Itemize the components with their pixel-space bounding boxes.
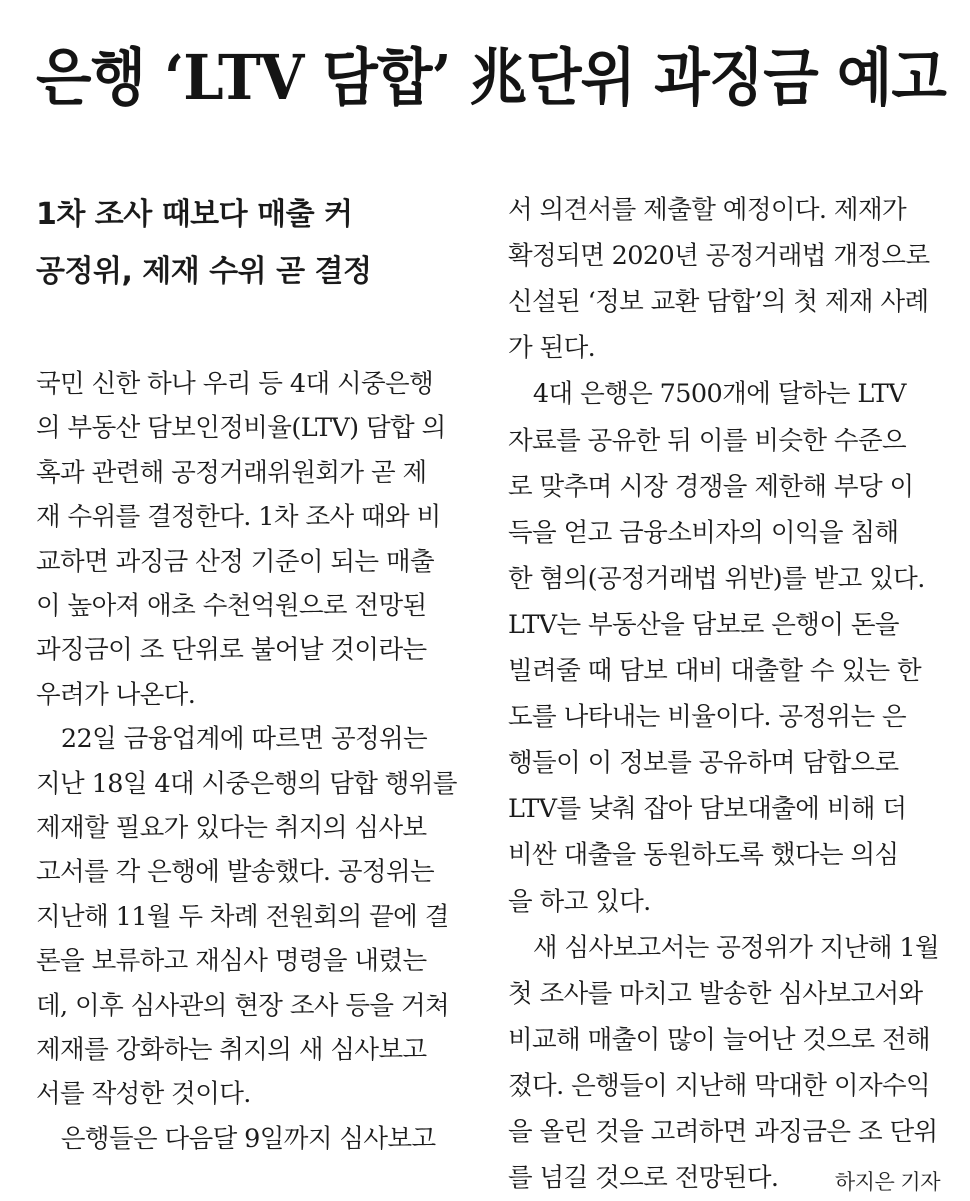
article-text-line: 비교해 매출이 많이 늘어난 것으로 전해 [508, 1024, 931, 1055]
article-text-line: 가 된다. [508, 333, 596, 364]
article-text-line: 자료를 공유한 뒤 이를 비슷한 수준으 [508, 425, 907, 456]
article-text-line: 우려가 나온다. [36, 679, 196, 710]
article-text-line: 국민 신한 하나 우리 등 4대 시중은행 [36, 369, 434, 399]
article-text-line: 로 맞추며 시장 경쟁을 제한해 부당 이 [508, 471, 914, 502]
article-text-line: 도를 나타내는 비율이다. 공정위는 은 [508, 702, 907, 733]
article-text-line: 고서를 각 은행에 발송했다. 공정위는 [36, 857, 435, 888]
article-text-line: 행들이 이 정보를 공유하며 담합으로 [508, 748, 899, 779]
article-text-line: 혹과 관련해 공정거래위원회가 곧 제 [36, 457, 427, 488]
article-text-line: 득을 얻고 금융소비자의 이익을 침해 [508, 517, 899, 548]
article-text-line: 의 부동산 담보인정비율(LTV) 담합 의 [36, 413, 446, 444]
article-text-line: 은행들은 다음달 9일까지 심사보고 [36, 1123, 436, 1154]
article-text-line: 제재할 필요가 있다는 취지의 심사보 [36, 813, 427, 843]
article-text-line: 을 올린 것을 고려하면 과징금은 조 단위 [508, 1117, 938, 1147]
article-text-line: 22일 금융업계에 따르면 공정위는 [36, 724, 428, 755]
article-text-line: 를 넘길 것으로 전망된다. [508, 1163, 779, 1194]
article-text-line: 빌려줄 때 담보 대비 대출할 수 있는 한 [508, 656, 922, 686]
article-text-line: 교하면 과징금 산정 기준이 되는 매출 [36, 546, 435, 577]
article-text-line: 지난해 11월 두 차례 전원회의 끝에 결 [36, 901, 449, 932]
article-text-line: 4대 은행은 7500개에 달하는 LTV [508, 379, 906, 410]
article-text-line: 새 심사보고서는 공정위가 지난해 1월 [508, 932, 940, 963]
article-text-line: 서를 작성한 것이다. [36, 1079, 251, 1110]
article-text-line: 과징금이 조 단위로 불어날 것이라는 [36, 635, 427, 666]
article-text-line: 한 혐의(공정거래법 위반)를 받고 있다. [508, 563, 925, 594]
article-text-line: 데, 이후 심사관의 현장 조사 등을 거쳐 [36, 990, 450, 1021]
subheadline-2: 공정위, 제재 수위 곧 결정 [36, 254, 372, 289]
article-text-line: LTV는 부동산을 담보로 은행이 돈을 [508, 609, 899, 640]
article-text-line: 을 하고 있다. [508, 886, 651, 917]
article-text-line: 제재를 강화하는 취지의 새 심사보고 [36, 1035, 427, 1065]
article-text-line: 신설된 ‘정보 교환 담합’의 첫 제재 사례 [508, 287, 929, 318]
article-text-line: 비싼 대출을 동원하도록 했다는 의심 [508, 840, 899, 871]
article-text-line: 첫 조사를 마치고 발송한 심사보고서와 [508, 978, 923, 1009]
article-text-line: 론을 보류하고 재심사 명령을 내렸는 [36, 946, 427, 977]
article-text-line: 재 수위를 결정한다. 1차 조사 때와 비 [36, 502, 441, 533]
article-text-line: 졌다. 은행들이 지난해 막대한 이자수익 [508, 1070, 931, 1101]
subheadline-1: 1차 조사 때보다 매출 커 [36, 197, 353, 232]
article-text-line: 확정되면 2020년 공정거래법 개정으로 [508, 241, 930, 272]
article-text-line: 이 높아져 애초 수천억원으로 전망된 [36, 591, 427, 621]
article-text-line: 서 의견서를 제출할 예정이다. 제재가 [508, 195, 907, 225]
article-text-line: LTV를 낮춰 잡아 담보대출에 비해 더 [508, 794, 907, 825]
byline: 하지은 기자 [834, 1170, 940, 1195]
article-text-line: 지난 18일 4대 시중은행의 담합 행위를 [36, 768, 457, 799]
headline: 은행 ‘LTV 담합’ 兆단위 과징금 예고 [36, 41, 946, 114]
